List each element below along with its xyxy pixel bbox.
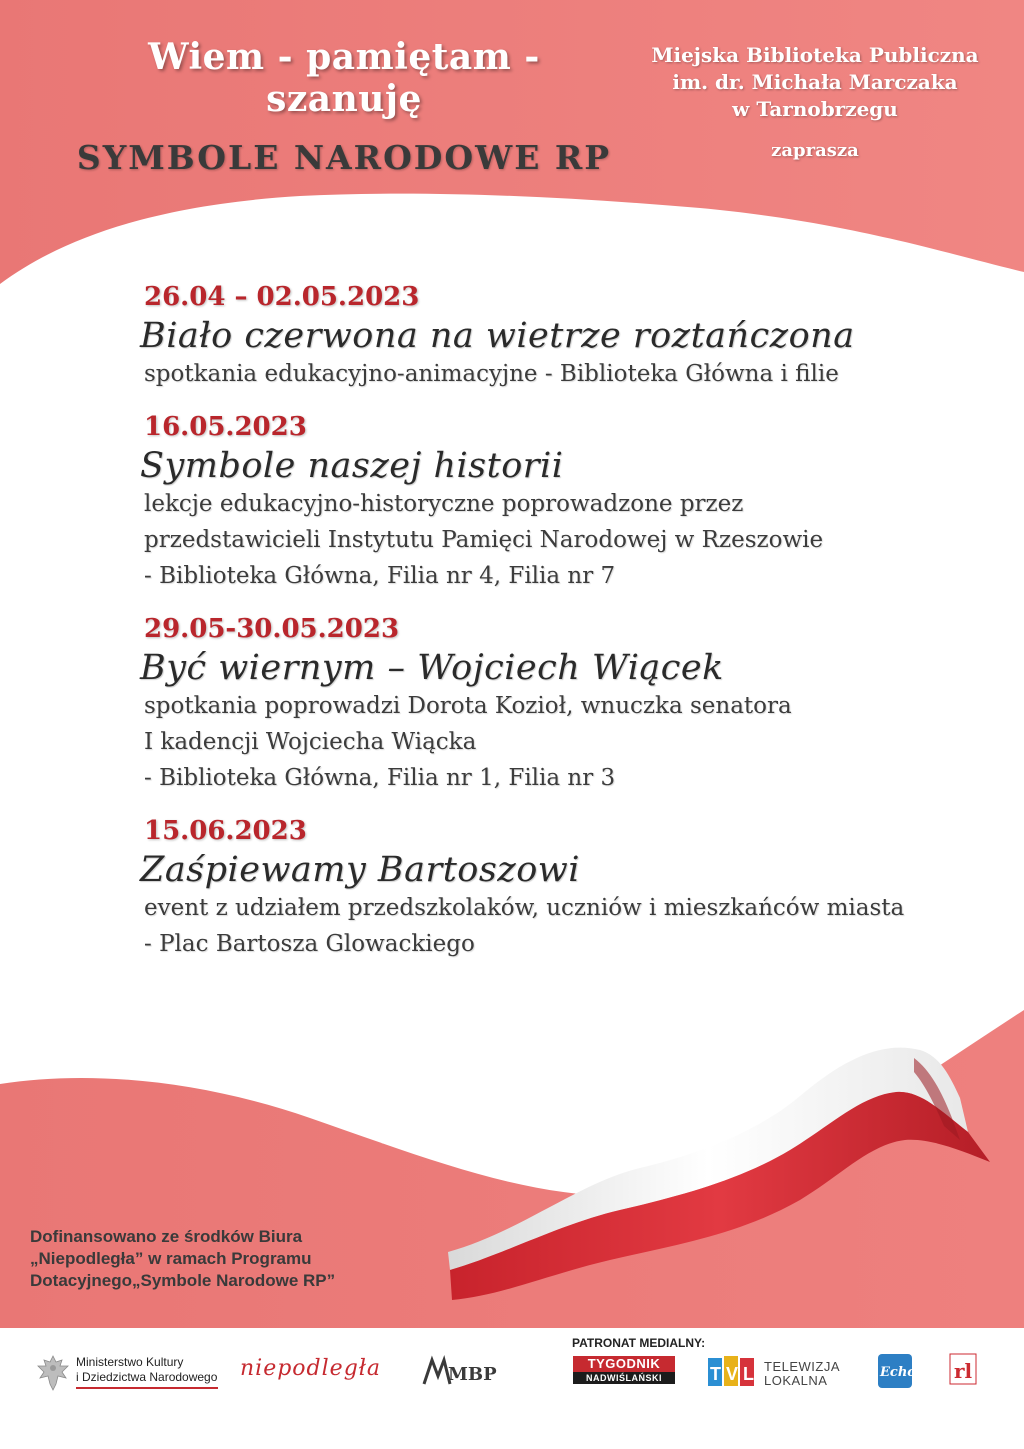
title-tagline: Wiem - pamiętam - szanuję: [148, 36, 540, 120]
tvl-mark-icon: [708, 1354, 758, 1388]
organizer-block: [640, 42, 990, 164]
header-title-block: [64, 36, 624, 177]
event-date: 15.06.2023: [144, 816, 307, 846]
event-date: 29.05-30.05.2023: [144, 614, 400, 644]
event-title: Symbole naszej historii: [140, 446, 564, 486]
tygodnik-bottom-text: NADWIŚLAŃSKI: [573, 1372, 675, 1384]
event-date: 16.05.2023: [144, 412, 307, 442]
niepodlegla-logo[interactable]: niepodległa: [240, 1356, 382, 1381]
ministry-line2: i Dziedzictwa Narodowego: [76, 1370, 218, 1384]
event-desc-line: spotkania poprowadzi Dorota Kozioł, wnuczka senatora: [144, 693, 792, 719]
echo-logo[interactable]: [876, 1352, 914, 1390]
event-desc-line: - Plac Bartosza Glowackiego: [144, 931, 475, 957]
events-list: [140, 282, 964, 982]
event-desc-line: I kadencji Wojciecha Wiącka: [144, 729, 477, 755]
ministry-name: [76, 1355, 217, 1385]
event-item: [140, 412, 964, 594]
event-desc-line: przedstawicieli Instytutu Pamięci Narodowej w Rzeszowie: [144, 527, 824, 553]
funding-line2: „Niepodległa” w ramach Programu: [30, 1249, 312, 1268]
event-item: [140, 614, 964, 796]
tvl-line2: LOKALNA: [764, 1373, 828, 1388]
organizer-invite: zaprasza: [771, 140, 859, 161]
radio-text: rl: [954, 1359, 973, 1383]
event-title: Być wiernym – Wojciech Wiącek: [140, 648, 724, 688]
mbp-text: MBP: [448, 1364, 497, 1385]
title-main: SYMBOLE NARODOWE RP: [76, 138, 612, 177]
organizer-line1: Miejska Biblioteka Publiczna: [651, 43, 979, 67]
funding-note: [30, 1226, 450, 1292]
tvl-name: [764, 1360, 840, 1388]
radio-logo[interactable]: [946, 1352, 980, 1390]
svg-text:V: V: [726, 1364, 739, 1384]
event-date: 26.04 – 02.05.2023: [144, 282, 420, 312]
event-desc-line: - Biblioteka Główna, Filia nr 4, Filia nr 7: [144, 563, 616, 589]
event-desc-line: event z udziałem przedszkolaków, uczniów i mieszkańców miasta: [144, 895, 905, 921]
media-patronage-label: PATRONAT MEDIALNY:: [572, 1336, 706, 1350]
echo-text: Echo: [880, 1365, 916, 1380]
organizer-line3: w Tarnobrzegu: [732, 97, 898, 121]
tvl-line1: TELEWIZJA: [764, 1359, 841, 1374]
ministry-logo[interactable]: [36, 1354, 226, 1394]
event-title: Zaśpiewamy Bartoszowi: [140, 850, 580, 890]
event-item: [140, 282, 964, 392]
svg-text:L: L: [743, 1364, 754, 1384]
ministry-line1: Ministerstwo Kultury: [76, 1355, 184, 1369]
tvl-logo[interactable]: [708, 1352, 848, 1392]
event-desc-line: spotkania edukacyjno-animacyjne - Biblioteka Główna i filie: [144, 361, 839, 387]
event-desc-line: lekcje edukacyjno-historyczne poprowadzone przez: [144, 491, 744, 517]
ministry-underline: [76, 1387, 218, 1389]
tygodnik-logo[interactable]: [573, 1356, 675, 1386]
event-desc-line: - Biblioteka Główna, Filia nr 1, Filia nr 3: [144, 765, 616, 791]
event-title: Biało czerwona na wietrze roztańczona: [140, 316, 855, 356]
tygodnik-top-text: TYGODNIK: [573, 1356, 675, 1372]
organizer-line2: im. dr. Michała Marczaka: [672, 70, 958, 94]
svg-text:T: T: [710, 1364, 721, 1384]
funding-line1: Dofinansowano ze środków Biura: [30, 1227, 303, 1246]
funding-line3: Dotacyjnego„Symbole Narodowe RP”: [30, 1271, 336, 1290]
event-item: [140, 816, 964, 962]
eagle-emblem-icon: [36, 1354, 70, 1392]
mbp-logo[interactable]: [418, 1350, 497, 1394]
footer-logos: [0, 1328, 1024, 1449]
